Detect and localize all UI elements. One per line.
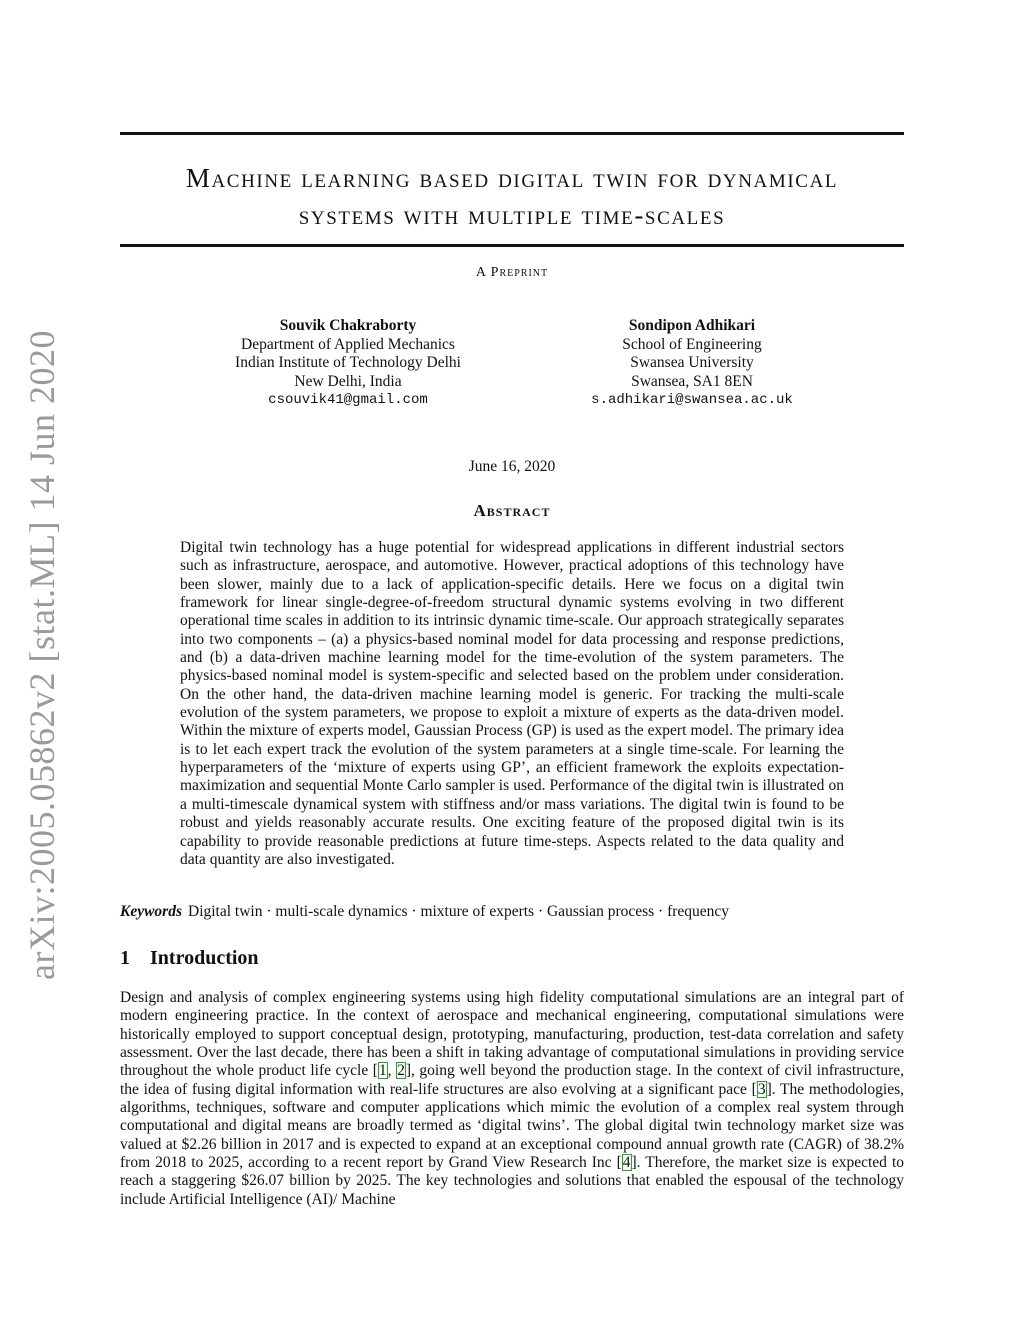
author-email[interactable]: s.adhikari@swansea.ac.uk (591, 392, 793, 408)
title-rule-top (120, 132, 904, 135)
intro-text-segment: , (387, 1062, 397, 1080)
paper-title (120, 160, 904, 234)
title-line-1: Machine learning based digital twin for dynamical (185, 163, 839, 193)
author-name: Souvik Chakraborty (279, 317, 417, 334)
introduction-paragraph (120, 989, 904, 1209)
author-location: Swansea, SA1 8EN (631, 372, 753, 390)
abstract-paragraph: Digital twin technology has a huge potential for widespread applications in different industrial sectors such as infrastructure, aerospace, and automotive. However, practical adoptions of this technology have been slower, mainly due to a lack of application-specific details. Here we focus on a digital twin framework for linear single-degree-of-freedom structural dynamic systems evolving in two different operational time scales in addition to its intrinsic dynamic time-scale. Our approach strategically separates into two components – (a) a physics-based nominal model for data processing and response predictions, and (b) a data-driven machine learning model for the time-evolution of the system parameters. The physics-based nominal model is system-specific and selected based on the problem under consideration. On the other hand, the data-driven machine learning model is generic. For tracking the multi-scale evolution of the system parameters, we propose to exploit a mixture of experts as the data-driven model. Within the mixture of experts model, Gaussian Process (GP) is used as the expert model. The primary idea is to let each expert track the evolution of the system parameters at a single time-scale. For learning the hyperparameters of the ‘mixture of experts using GP’, an efficient framework the exploits expectation-maximization and sequential Monte Carlo sampler is used. Performance of the digital twin is illustrated on a multi-timescale dynamical system with stiffness and/or mass variations. The digital twin is found to be robust and yields reasonably accurate results. One exciting feature of the proposed digital twin is its capability to provide reasonable predictions at future time-steps. Aspects related to the data quality and data quantity are also investigated. (180, 539, 844, 868)
author-email[interactable]: csouvik41@gmail.com (268, 392, 428, 408)
keywords-list: Digital twin · multi-scale dynamics · mixture of experts · Gaussian process · frequency (188, 903, 730, 920)
preprint-label: A Preprint (475, 265, 549, 280)
author-name: Sondipon Adhikari (628, 317, 756, 334)
section-number: 1 (120, 947, 130, 969)
author-department: Department of Applied Mechanics (241, 335, 455, 353)
author-institution: Swansea University (630, 354, 754, 371)
publication-date: June 16, 2020 (468, 458, 556, 475)
title-rule-bottom (120, 244, 904, 247)
citation-link[interactable]: 1 (378, 1062, 387, 1080)
title-line-2: systems with multiple time-scales (298, 200, 726, 230)
arxiv-identifier-stamp: arXiv:2005.05862v2 [stat.ML] 14 Jun 2020 (22, 330, 62, 980)
intro-text-segment: ]. The methodologies, algorithms, techniques, software and computer applications which mimic the evolution of a complex real system through computational and digital means are broadly termed as ‘digital twins’. The global digital twin technology market size was valued at $2.26 billion in 2017 and is expected to expand at an exceptional compound annual growth rate (CAGR) of 38.2% from 2018 to 2025, according to a recent report by Grand View Research Inc [ (120, 1080, 905, 1172)
citation-link[interactable]: 2 (397, 1062, 405, 1080)
citation-link[interactable]: 3 (757, 1080, 766, 1098)
intro-text-segment: ]. Therefore, the market size is expected to reach a staggering $26.07 billion by 2025. The key technologies and solutions that enabled the espousal of the technology include Artificial Intelligence (AI)/ Machine (120, 1154, 904, 1208)
intro-text-segment: Design and analysis of complex engineering systems using high fidelity computational simulations are an integral part of modern engineering practice. In the context of aerospace and mechanical engineering, computational simulations were historically employed to support conceptual design, prototyping, manufacturing, production, test-data correlation and safety assessment. Over the last decade, there has been a shift in taking advantage of computational simulations in providing service throughout the whole product life cycle [ (120, 989, 904, 1080)
section-title: Introduction (150, 947, 259, 969)
citation-link[interactable]: 4 (622, 1154, 631, 1172)
author-block-2 (552, 317, 832, 410)
abstract-heading: Abstract (473, 501, 551, 520)
introduction-body (120, 989, 904, 1209)
author-institution: Indian Institute of Technology Delhi (235, 354, 461, 371)
abstract-text (180, 539, 844, 869)
author-department: School of Engineering (622, 335, 762, 353)
section-heading-introduction (120, 947, 259, 970)
keywords-label: Keywords (120, 903, 182, 920)
author-block-1 (208, 317, 488, 410)
keywords-line (120, 903, 904, 921)
author-location: New Delhi, India (294, 372, 402, 390)
intro-text-segment: ], going well beyond the production stage. In the context of civil infrastructure, the idea of fusing digital information with real-life structures are also evolving at a significant pace [ (120, 1062, 905, 1098)
